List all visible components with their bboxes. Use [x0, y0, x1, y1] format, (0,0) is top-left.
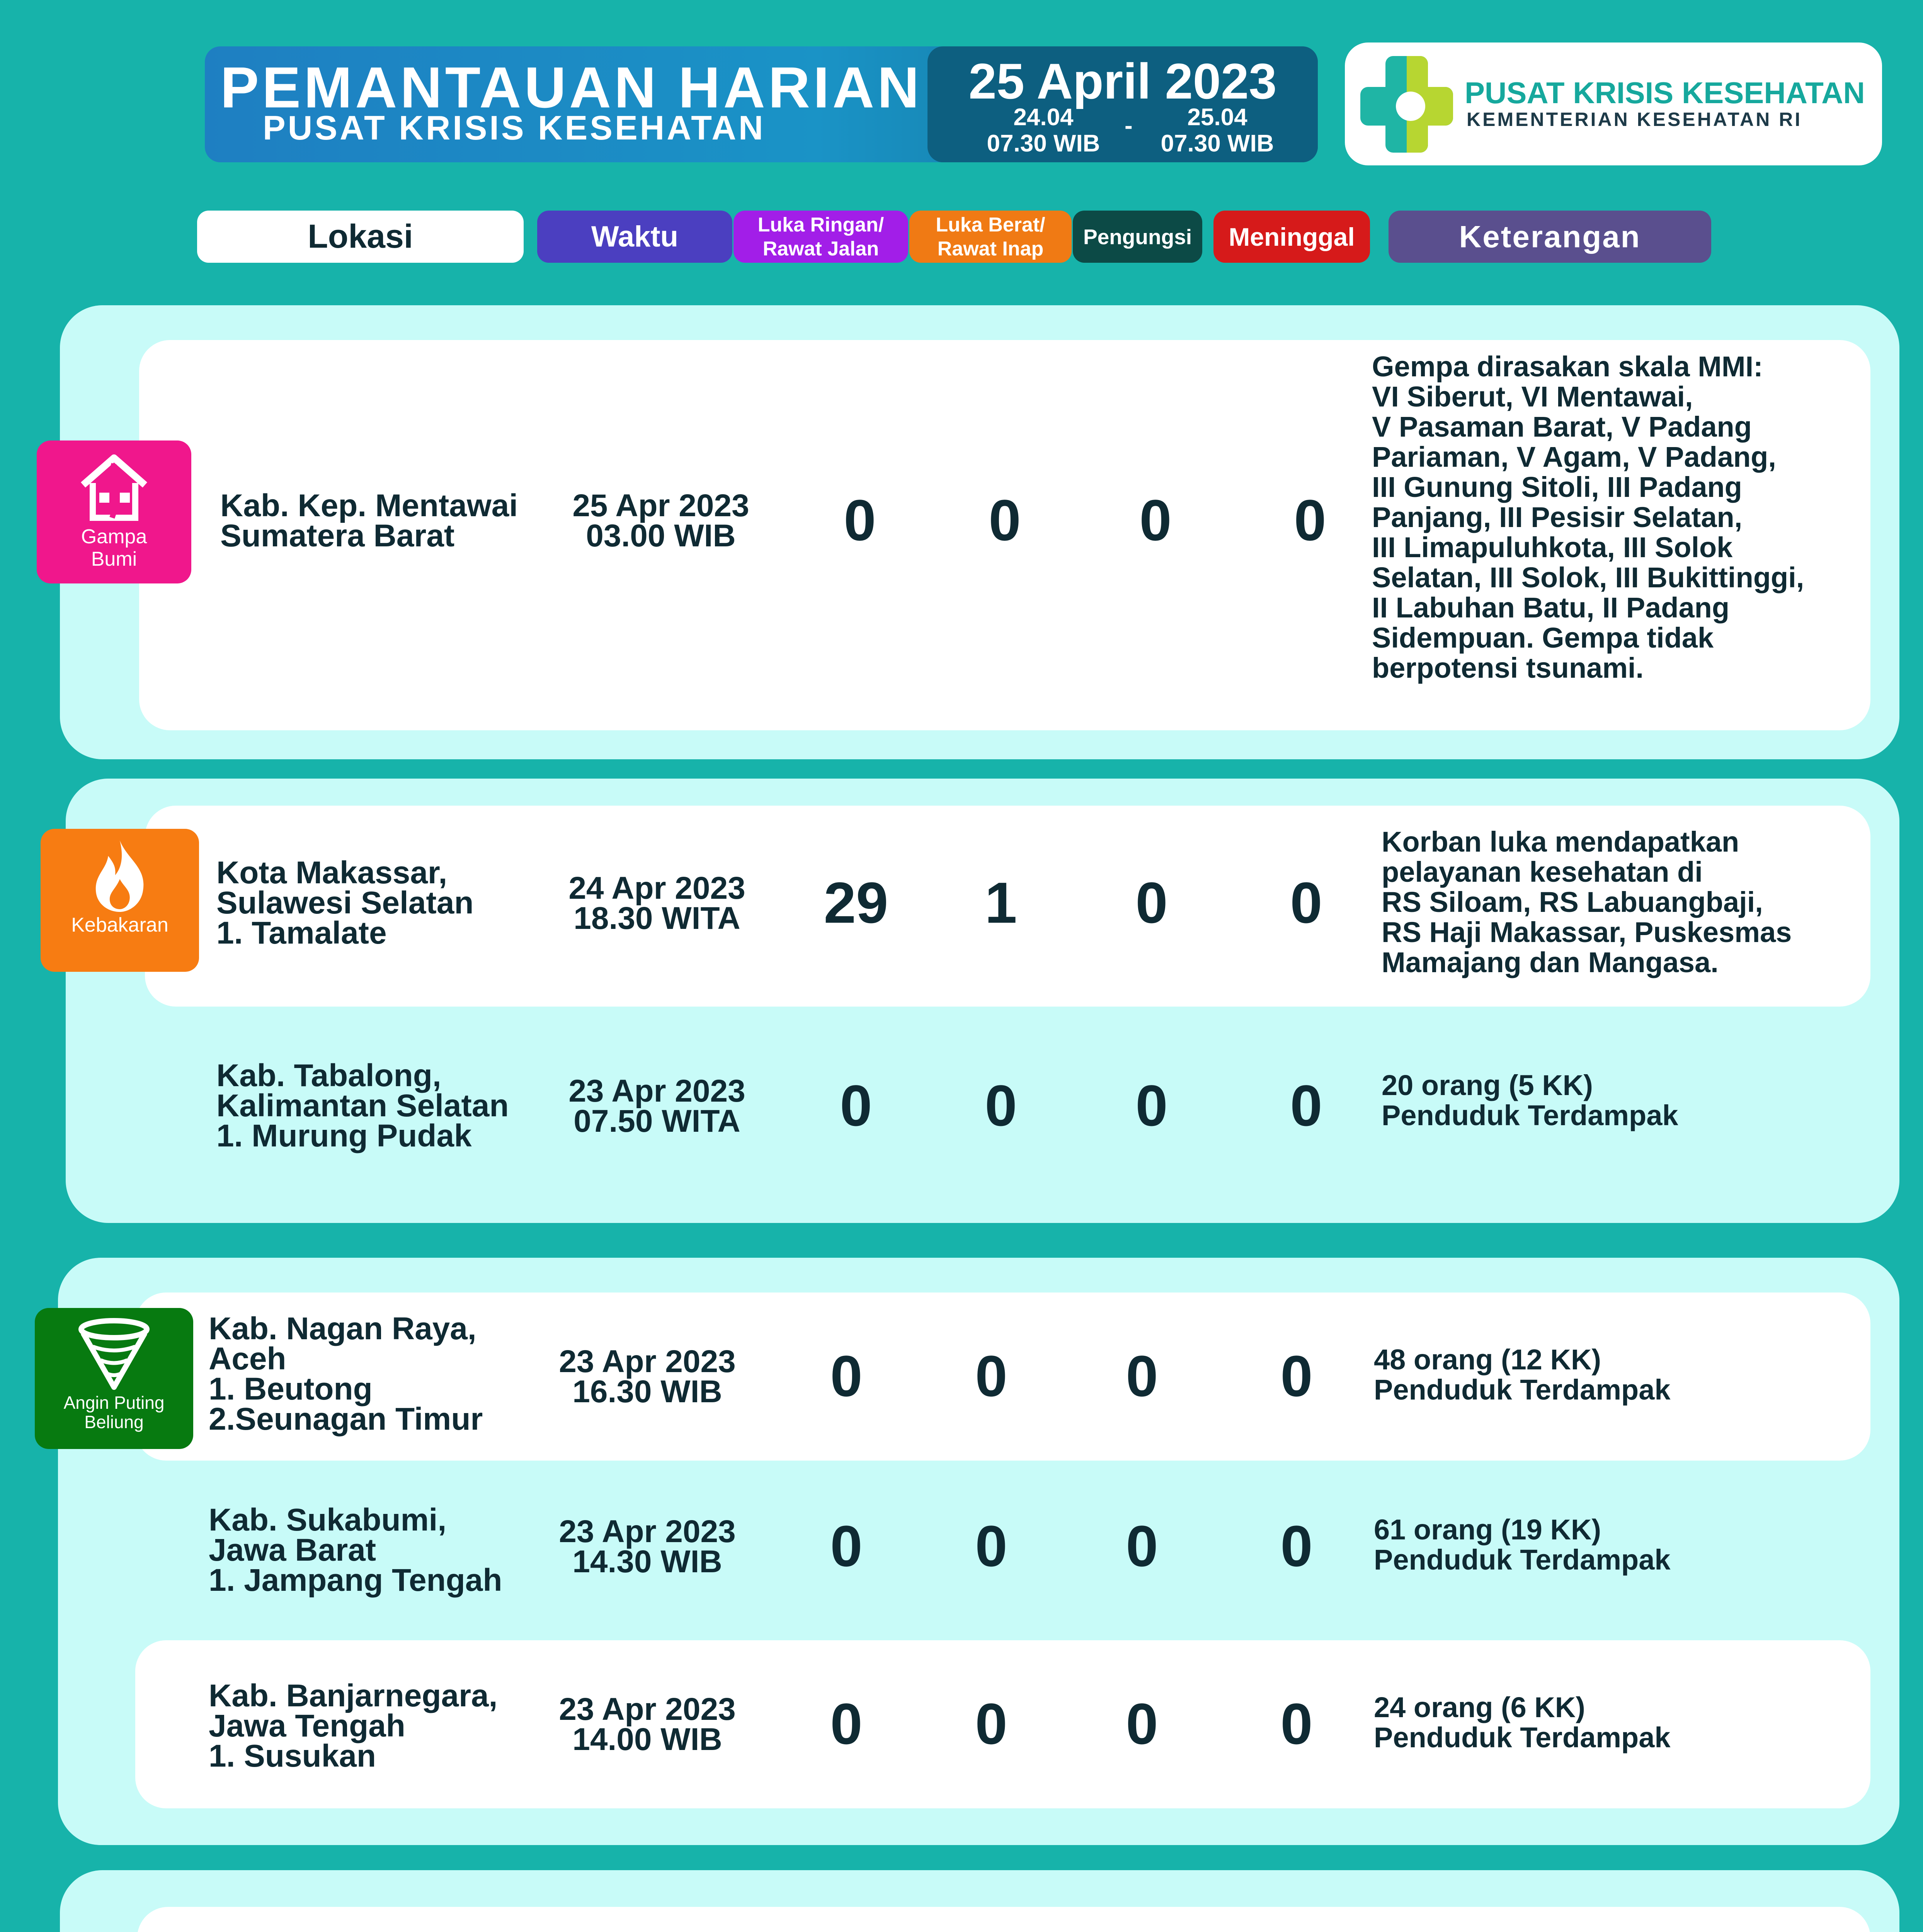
- logo-title: PUSAT KRISIS KESEHATAN: [1465, 76, 1865, 110]
- keterangan-cell: 61 orang (19 KK) Penduduk Terdampak: [1374, 1514, 1671, 1576]
- logo-cross-icon: [1356, 48, 1461, 160]
- pengungsi-value: 0: [1126, 1344, 1158, 1408]
- lokasi-cell: Kab. Banjarnegara, Jawa Tengah 1. Susukan: [209, 1678, 498, 1774]
- category-label: Angin Puting Beliung: [63, 1393, 165, 1432]
- page-title: PEMANTAUAN HARIAN: [220, 55, 922, 120]
- range-start: [970, 104, 1117, 157]
- waktu-cell: 23 Apr 2023 14.30 WIB: [559, 1514, 736, 1579]
- lokasi-cell: Kab. Tabalong, Kalimantan Selatan 1. Murung Pudak: [216, 1058, 509, 1153]
- col-luka-ringan: Luka Ringan/ Rawat Jalan: [733, 211, 908, 263]
- luka-berat-value: 0: [989, 488, 1021, 553]
- waktu-cell: 24 Apr 2023 18.30 WITA: [568, 871, 745, 936]
- pengungsi-value: 0: [1139, 488, 1172, 553]
- fire-icon: [85, 837, 155, 914]
- col-luka-berat: Luka Berat/ Rawat Inap: [909, 211, 1072, 263]
- pengungsi-value: 0: [1126, 1514, 1158, 1578]
- luka-ringan-value: 0: [844, 488, 876, 553]
- page-subtitle: PUSAT KRISIS KESEHATAN: [263, 109, 766, 147]
- keterangan-cell: 24 orang (6 KK) Penduduk Terdampak: [1374, 1691, 1671, 1753]
- luka-berat-value: 1: [985, 870, 1017, 935]
- luka-ringan-value: 0: [830, 1691, 863, 1756]
- report-date: 25 April 2023: [968, 53, 1277, 109]
- range-end-date: 25.04: [1187, 104, 1247, 131]
- pengungsi-value: 0: [1135, 1073, 1168, 1138]
- lokasi-cell: Kab. Sukabumi, Jawa Barat 1. Jampang Tengah: [209, 1502, 502, 1598]
- row-card: [137, 1907, 1870, 1932]
- house-earthquake-icon: [75, 448, 153, 526]
- range-start-date: 24.04: [1013, 104, 1074, 131]
- luka-berat-value: 0: [975, 1514, 1007, 1578]
- meninggal-value: 0: [1290, 870, 1322, 935]
- meninggal-value: 0: [1294, 488, 1326, 553]
- keterangan-cell: 48 orang (12 KK) Penduduk Terdampak: [1374, 1344, 1671, 1406]
- col-keterangan: Keterangan: [1389, 211, 1711, 263]
- keterangan-cell: Gempa dirasakan skala MMI: VI Siberut, VI Mentawai, V Pasaman Barat, V Padang Pariaman, V Agam, V Padang, III Gunung Sitoli, III Padang Panjang, III Pesisir Selatan, III Limapuluhkota, III Solok Selatan, III Solok, III Bukittinggi, II Labuhan Batu, II Padang Sidempuan. Gempa tidak berpotensi tsunami.: [1372, 350, 1804, 684]
- luka-ringan-value: 0: [830, 1344, 863, 1408]
- category-label: Kebakaran: [71, 914, 168, 936]
- category-gempa-bumi: [37, 440, 191, 583]
- meninggal-value: 0: [1290, 1073, 1322, 1138]
- category-angin-puting-beliung: [35, 1308, 193, 1449]
- waktu-cell: 23 Apr 2023 16.30 WIB: [559, 1344, 736, 1409]
- lokasi-cell: Kota Makassar, Sulawesi Selatan 1. Tamalate: [216, 855, 474, 951]
- meninggal-value: 0: [1280, 1691, 1313, 1756]
- category-kebakaran: [41, 829, 199, 972]
- waktu-cell: 23 Apr 2023 14.00 WIB: [559, 1692, 736, 1757]
- keterangan-cell: 20 orang (5 KK) Penduduk Terdampak: [1382, 1069, 1678, 1131]
- waktu-cell: 25 Apr 2023 03.00 WIB: [572, 488, 749, 553]
- range-separator: -: [1125, 112, 1133, 139]
- luka-ringan-value: 29: [824, 870, 888, 935]
- meninggal-value: 0: [1280, 1344, 1313, 1408]
- range-start-time: 07.30 WIB: [987, 130, 1100, 157]
- luka-ringan-value: 0: [830, 1514, 863, 1578]
- waktu-cell: 23 Apr 2023 07.50 WITA: [568, 1073, 745, 1139]
- col-meninggal: Meninggal: [1213, 211, 1370, 263]
- luka-berat-value: 0: [975, 1344, 1007, 1408]
- luka-ringan-value: 0: [840, 1073, 872, 1138]
- lokasi-cell: Kab. Nagan Raya, Aceh 1. Beutong 2.Seunagan Timur: [209, 1311, 483, 1437]
- luka-berat-value: 0: [975, 1691, 1007, 1756]
- range-end: [1144, 104, 1291, 157]
- col-pengungsi: Pengungsi: [1073, 211, 1202, 263]
- pengungsi-value: 0: [1126, 1691, 1158, 1756]
- category-label: Gampa Bumi: [81, 526, 147, 570]
- keterangan-cell: Korban luka mendapatkan pelayanan kesehatan di RS Siloam, RS Labuangbaji, RS Haji Makassar, Puskesmas Mamajang dan Mangasa.: [1382, 826, 1792, 978]
- col-lokasi: Lokasi: [197, 211, 524, 263]
- pengungsi-value: 0: [1135, 870, 1168, 935]
- range-end-time: 07.30 WIB: [1161, 130, 1274, 157]
- logo-subtitle: KEMENTERIAN KESEHATAN RI: [1467, 109, 1802, 130]
- meninggal-value: 0: [1280, 1514, 1313, 1578]
- lokasi-cell: Kab. Kep. Mentawai Sumatera Barat: [220, 488, 518, 553]
- tornado-icon: [75, 1316, 153, 1393]
- luka-berat-value: 0: [985, 1073, 1017, 1138]
- col-waktu: Waktu: [537, 211, 732, 263]
